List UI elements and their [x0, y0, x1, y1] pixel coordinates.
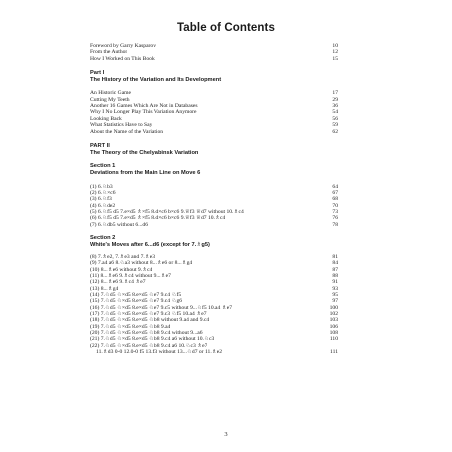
- toc-entry-text: (7) 6.♘db5 without 6...d6: [90, 221, 148, 228]
- toc-entry-page: 78: [332, 221, 338, 228]
- table-of-contents: [90, 43, 338, 355]
- page-title: Table of Contents: [177, 22, 275, 34]
- toc-entry-page: 10: [332, 43, 338, 49]
- toc-entry-page: 97: [332, 298, 338, 305]
- toc-entry-text: (20) 7.♘d5 ♘×d5 8.e×d5 ♘b8 9.c4 without 9...a6: [90, 330, 203, 337]
- toc-entry-page: 102: [329, 311, 338, 318]
- toc-entry-text: 11.♗d3 0-0 12.0-0 f5 13.f3 without 13...♘d7 or 11.♗e2: [96, 349, 223, 356]
- toc-entry-page: 88: [332, 273, 338, 279]
- toc-entry-text: (2) 6.♘×c6: [90, 190, 116, 196]
- section-title: Deviations from the Main Line on Move 6: [90, 169, 201, 176]
- toc-entry-page: 93: [332, 285, 338, 292]
- toc-entry-page: 17: [332, 90, 338, 97]
- toc-entry-text: (22) 7.♘d5 ♘×d5 8.e×d5 ♘b8 9.c4 a6 10.♘c3 ♗e7: [90, 342, 208, 349]
- toc-entry-text: Looking Back: [90, 115, 122, 122]
- toc-entry-page: 64: [332, 183, 338, 190]
- toc-entry-text: (13) 8...♗g4: [90, 285, 119, 292]
- toc-entry-page: 59: [332, 122, 338, 129]
- toc-entry-text: (10) 8...♗e6 without 9.♗c4: [90, 266, 153, 273]
- toc-entry-page: 95: [332, 292, 338, 299]
- toc-entry-page: 106: [329, 323, 338, 330]
- toc-entry-text: (8) 7.♗e2, 7.♗e3 and 7.♗e3: [90, 253, 156, 260]
- toc-entry-text: From the Author: [90, 49, 128, 56]
- toc-entry-page: 87: [332, 266, 338, 273]
- toc-entry-page: 36: [332, 103, 338, 110]
- toc-entry-text: (4) 6.♘de2: [90, 202, 116, 209]
- toc-entry-page: 76: [332, 215, 338, 222]
- toc-entry-page: 68: [332, 196, 338, 203]
- section2-entries: [90, 254, 338, 356]
- toc-entry-text: (19) 7.♘d5 ♘×d5 8.e×d5 ♘b8 9.a4: [90, 323, 171, 330]
- toc-entry-text: (5) 6.♘f5 d5 7.e×d5 ♗×f5 8.d×c6 b×c6 9.♕f3 ♕d7 without 10.♗c4: [90, 209, 244, 216]
- toc-entry-page: 54: [332, 109, 338, 116]
- toc-entry-page: 67: [332, 190, 338, 196]
- part-title: The Theory of the Chelyabinsk Variation: [90, 149, 199, 156]
- toc-entry-page: 100: [329, 304, 338, 311]
- toc-entry-text: About the Name of the Variation: [90, 128, 164, 135]
- part-label: PART II: [90, 142, 110, 149]
- toc-entry-text: (17) 7.♘d5 ♘×d5 8.e×d5 ♘e7 9.c3 ♘f5 10.a4 ♗e7: [90, 311, 207, 318]
- toc-entry-page: 15: [332, 55, 338, 62]
- toc-entry-text: What Statistics Have to Say: [90, 122, 153, 129]
- toc-entry-text: (16) 7.♘d5 ♘×d5 8.e×d5 ♘e7 9.c5 without 9...♘f5 10.a4 ♗e7: [90, 304, 232, 311]
- toc-entry-page: 70: [332, 202, 338, 209]
- section-label: Section 2: [90, 235, 116, 242]
- part-label: Part I: [90, 70, 105, 77]
- toc-entry-page: 56: [332, 115, 338, 122]
- toc-entry-text: (14) 7.♘d5 ♘×d5 8.e×d5 ♘e7 9.c4 ♘f5: [90, 292, 182, 299]
- section-label: Section 1: [90, 163, 116, 170]
- toc-entry-page: 84: [332, 260, 338, 267]
- toc-entry-text: An Historic Game: [90, 90, 132, 97]
- toc-entry-text: Cutting My Teeth: [90, 96, 130, 103]
- toc-entry-page: 103: [329, 317, 338, 324]
- toc-entry-text: Why I No Longer Play This Variation Anymore: [90, 109, 197, 116]
- toc-entry-text: (21) 7.♘d5 ♘×d5 8.e×d5 ♘b8 9.c4 a6 without 10.♘c3: [90, 336, 215, 343]
- toc-entry-page: 81: [332, 253, 338, 260]
- page-number: 3: [224, 431, 228, 438]
- toc-entry-text: How I Worked on This Book: [90, 55, 155, 62]
- toc-entry-text: (6) 6.♘f5 d5 7.e×d5 ♗×f5 8.d×c6 b×c6 9.♕f3 ♕d7 10.♗c4: [90, 215, 226, 222]
- toc-entry-page: 91: [332, 279, 338, 286]
- part-title: The History of the Variation and Its Development: [90, 76, 222, 83]
- toc-entry-text: Another 16 Games Which Are Not in Databases: [90, 103, 198, 110]
- toc-entry-page: 110: [329, 336, 338, 343]
- toc-entry-text: (12) 8...♗e6 9.♗c4 ♗e7: [90, 279, 146, 286]
- toc-entry-page: 29: [332, 96, 338, 103]
- toc-entry-page: 62: [332, 128, 338, 135]
- toc-entry-page: 73: [332, 209, 338, 216]
- toc-entry-text: (9) 7.a4 a6 8.♘a3 without 8...♗e6 or 8...♗g4: [90, 260, 193, 267]
- toc-entry-page: 12: [332, 49, 338, 56]
- section-title: White's Moves after 6...d6 (except for 7.♗g5): [90, 241, 210, 248]
- toc-entry: [90, 349, 338, 355]
- toc-entry-text: (11) 8...♗e6 9.♗c4 without 9...♗e7: [90, 273, 171, 279]
- toc-entry-text: (18) 7.♘d5 ♘×d5 8.e×d5 ♘b8 without 9.a4 and 9.c4: [90, 317, 210, 324]
- toc-entry-text: (3) 6.♘f3: [90, 196, 112, 203]
- toc-entry-page: 108: [329, 330, 338, 337]
- toc-entry-text: Foreword by Garry Kasparov: [90, 43, 157, 49]
- toc-entry-page: 111: [330, 349, 338, 356]
- toc-entry-text: (15) 7.♘d5 ♘×d5 8.e×d5 ♘e7 9.c4 ♘g6: [90, 298, 183, 305]
- toc-entry-text: (1) 6.♘b3: [90, 183, 113, 190]
